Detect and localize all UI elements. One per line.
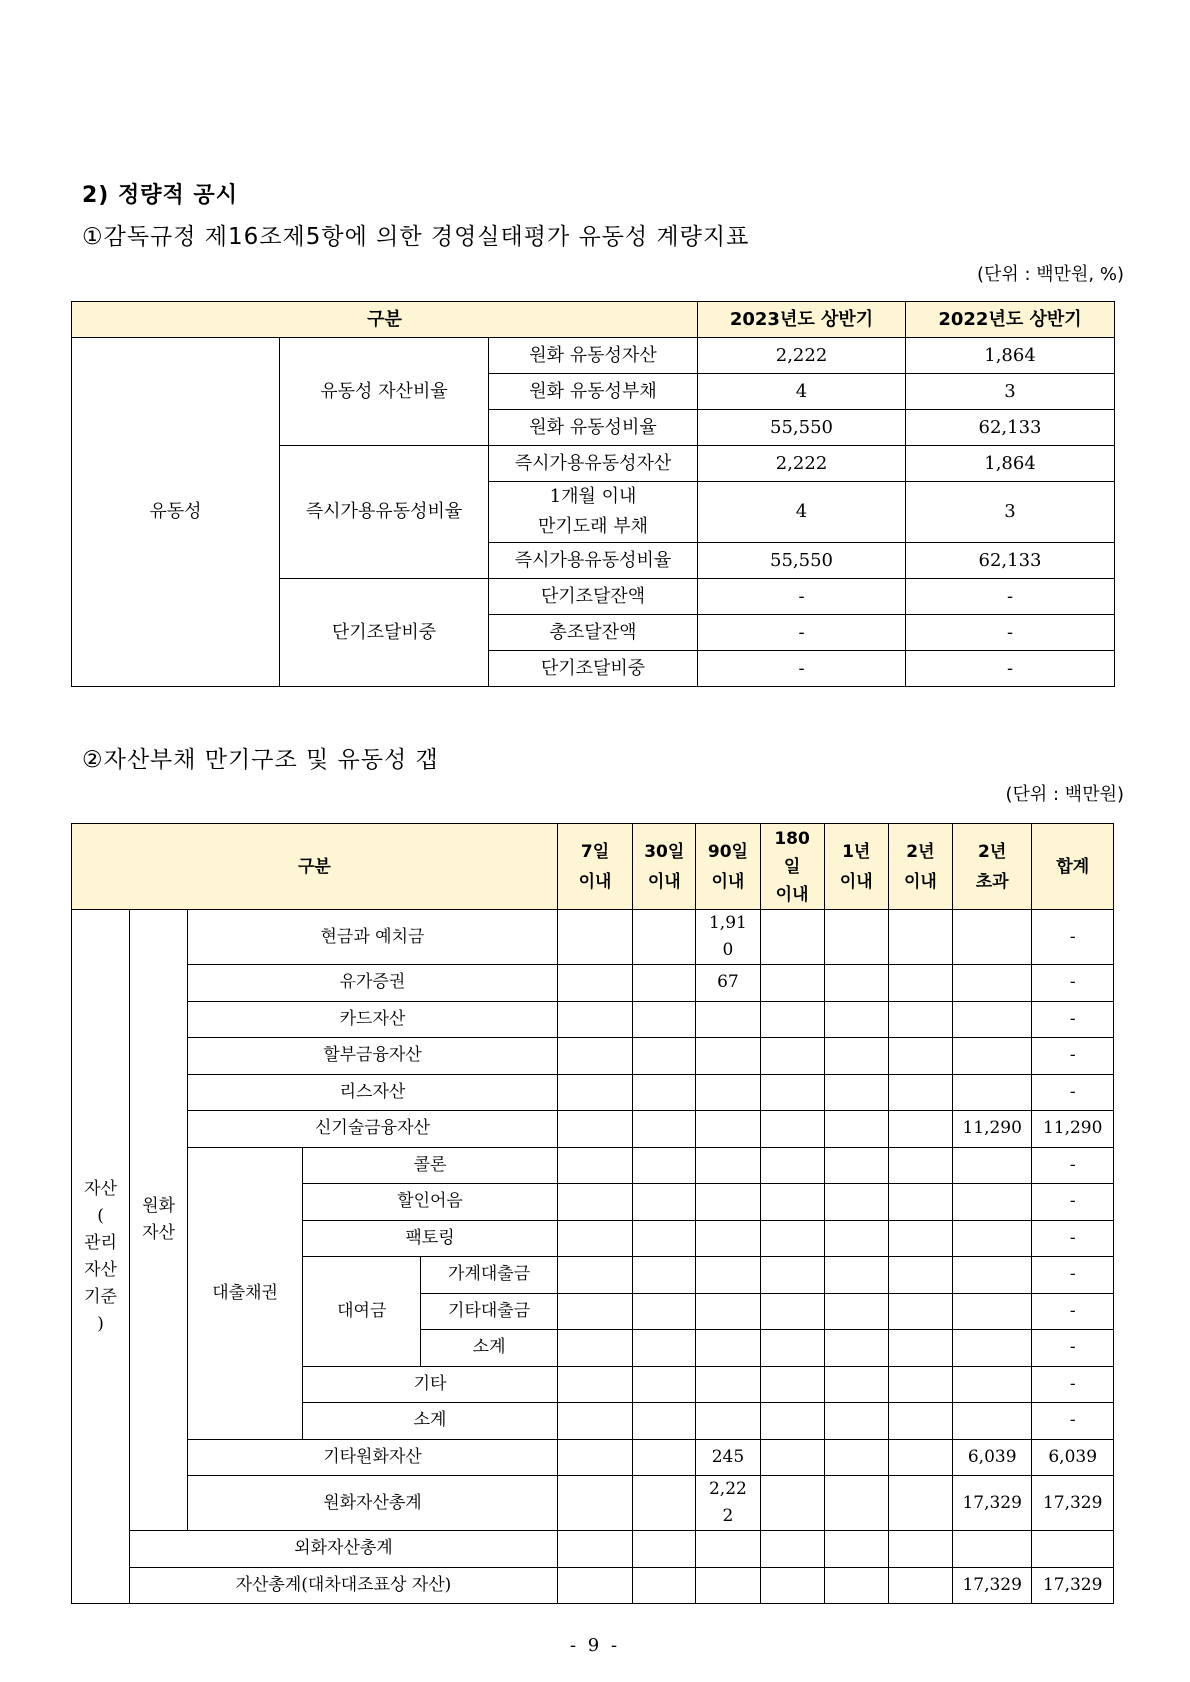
cell-180d [760,1111,824,1148]
group-line: 기준 [84,1286,117,1307]
cell-over2y [952,965,1031,1002]
cell-total: - [1032,1038,1114,1075]
table-row [72,1476,1114,1531]
row-label: 현금과 예치금 [188,910,558,965]
cell-90d [696,1476,760,1531]
cell-2y [888,1184,952,1221]
cell-90d: 245 [696,1439,760,1476]
cell-30d [633,1293,696,1330]
table-row [72,1111,1114,1148]
row-label: 리스자산 [188,1074,558,1111]
cell-90d [696,1531,760,1568]
group-lending: 대여금 [303,1257,421,1367]
cell-total: 17,329 [1032,1567,1114,1604]
liquidity-indicator-table [71,301,1115,687]
value-2023: - [698,579,906,615]
cell-7d [557,1111,632,1148]
header-line: 이내 [903,871,937,892]
cell-30d [633,1476,696,1531]
value-2022: 62,133 [906,410,1115,446]
cell-total: 6,039 [1032,1439,1114,1476]
cell-7d [557,1366,632,1403]
table1-unit: (단위 : 백만원, %) [976,264,1124,285]
cell-over2y [952,1257,1031,1294]
cell-1y [824,1257,888,1294]
header-2y [888,824,952,910]
cell-30d [633,1147,696,1184]
cell-1y [824,1366,888,1403]
cell-7d [557,1293,632,1330]
row-label: 카드자산 [188,1001,558,1038]
cell-1y [824,1147,888,1184]
row-label: 가계대출금 [421,1257,558,1294]
cell-180d [760,1403,824,1440]
header-30d [633,824,696,910]
row-label: 즉시가용유동성자산 [489,446,698,482]
value-2023: 4 [698,374,906,410]
cell-7d [557,1147,632,1184]
maturity-gap-table [71,823,1114,1604]
cell-1y [824,1074,888,1111]
cell-1y [824,1293,888,1330]
cell-total: - [1032,1074,1114,1111]
cell-2y [888,1293,952,1330]
row-label: 할부금융자산 [188,1038,558,1075]
cell-90d [696,1366,760,1403]
header-line: 7일 [580,841,610,862]
cell-2y [888,1330,952,1367]
cell-over2y [952,1074,1031,1111]
cell-7d [557,1330,632,1367]
group-loan-receivables: 대출채권 [188,1147,303,1439]
cell-over2y [952,1184,1031,1221]
table-row [72,1038,1114,1075]
subgroup-line: 자산 [142,1223,175,1243]
cell-2y [888,910,952,965]
cell-2y [888,1111,952,1148]
row-label: 할인어음 [303,1184,558,1221]
cell-1y [824,1330,888,1367]
cell-2y [888,1567,952,1604]
value-2022: 3 [906,374,1115,410]
cell-90d [696,910,760,965]
cell-total [1032,1531,1114,1568]
header-over2y [952,824,1031,910]
value-2023: 55,550 [698,410,906,446]
cell-90d [696,1038,760,1075]
cell-over2y [952,1330,1031,1367]
cell-90d [696,1567,760,1604]
table-row [72,965,1114,1002]
cell-30d [633,910,696,965]
header-line: 90일 [707,841,748,862]
cell-90d [696,1330,760,1367]
cell-total: - [1032,965,1114,1002]
table-row [72,1074,1114,1111]
cell-total: - [1032,1001,1114,1038]
cell-90d [696,1184,760,1221]
cell-30d [633,1567,696,1604]
cell-180d [760,910,824,965]
value-2023: 2,222 [698,446,906,482]
cell-total: - [1032,1257,1114,1294]
row-label: 원화 유동성비율 [489,410,698,446]
cell-7d [557,910,632,965]
group-line: 자산 [84,1178,117,1199]
cell-7d [557,1038,632,1075]
cell-30d [633,1111,696,1148]
cell-2y [888,1038,952,1075]
value-2023: 4 [698,482,906,543]
subgroup-line: 원화 [142,1196,175,1216]
cell-180d [760,1184,824,1221]
cell-over2y: 11,290 [952,1111,1031,1148]
row-label: 기타원화자산 [188,1439,558,1476]
cell-1y [824,1567,888,1604]
cell-2y [888,1531,952,1568]
cell-total: - [1032,1293,1114,1330]
header-line: 30일 [644,841,685,862]
cell-over2y: 17,329 [952,1476,1031,1531]
cell-over2y [952,1038,1031,1075]
table2-title: ②자산부채 만기구조 및 유동성 갭 [82,747,439,773]
value-2023: 2,222 [698,338,906,374]
cell-2y [888,1403,952,1440]
header-line: 일 [783,856,801,877]
cell-90d [696,1293,760,1330]
table-row [72,1147,1114,1184]
cell-7d [557,1184,632,1221]
section-title: 2) 정량적 공시 [82,183,238,208]
header-line: 이내 [775,884,809,905]
cell-2y [888,1439,952,1476]
cell-180d [760,1293,824,1330]
cell-30d [633,1531,696,1568]
cell-30d [633,1184,696,1221]
header-line: 이내 [839,871,873,892]
cell-total: - [1032,1184,1114,1221]
cell-total: - [1032,1147,1114,1184]
cell-1y [824,1439,888,1476]
cell-180d [760,1330,824,1367]
cell-90d [696,1001,760,1038]
cell-2y [888,1147,952,1184]
cell-7d [557,1220,632,1257]
group-assets [72,910,130,1604]
table-row [72,1531,1114,1568]
cell-30d [633,965,696,1002]
row-label: 기타 [303,1366,558,1403]
header-1y [824,824,888,910]
subgroup-short-term-funding: 단기조달비중 [280,579,489,687]
cell-90d [696,1403,760,1440]
value-2022: - [906,579,1115,615]
cell-30d [633,1366,696,1403]
cell-90d [696,1074,760,1111]
page-number: - 9 - [569,1635,621,1656]
value-2022: - [906,651,1115,687]
header-2022h1: 2022년도 상반기 [906,302,1115,338]
cell-over2y [952,1220,1031,1257]
cell-1y [824,1476,888,1531]
header-line: 이내 [578,871,612,892]
row-label: 외화자산총계 [130,1531,558,1568]
cell-180d [760,1074,824,1111]
group-liquidity: 유동성 [72,338,280,687]
value-2022: 1,864 [906,338,1115,374]
cell-7d [557,1531,632,1568]
cell-180d [760,1220,824,1257]
row-label: 총조달잔액 [489,615,698,651]
cell-over2y [952,1403,1031,1440]
cell-2y [888,965,952,1002]
cell-7d [557,1439,632,1476]
cell-180d [760,1038,824,1075]
cell-2y [888,1074,952,1111]
table1-title: ①감독규정 제16조제5항에 의한 경영실태평가 유동성 계량지표 [82,224,750,250]
cell-30d [633,1220,696,1257]
header-90d [696,824,760,910]
cell-over2y [952,1147,1031,1184]
value-2022: 1,864 [906,446,1115,482]
cell-1y [824,1531,888,1568]
value-2023: - [698,651,906,687]
table-row [72,1567,1114,1604]
cell-total: - [1032,1403,1114,1440]
header-2023h1: 2023년도 상반기 [698,302,906,338]
row-label: 단기조달잔액 [489,579,698,615]
cell-over2y [952,910,1031,965]
cell-total: 11,290 [1032,1111,1114,1148]
cell-over2y [952,1531,1031,1568]
cell-line: 0 [722,940,734,960]
cell-7d [557,1476,632,1531]
header-line: 초과 [975,871,1009,892]
row-label: 단기조달비중 [489,651,698,687]
group-line: ( [97,1205,104,1226]
row-label: 원화 유동성자산 [489,338,698,374]
header-7d [557,824,632,910]
cell-7d [557,965,632,1002]
cell-30d [633,1001,696,1038]
row-label: 소계 [421,1330,558,1367]
cell-180d [760,1001,824,1038]
cell-over2y [952,1001,1031,1038]
row-label: 팩토링 [303,1220,558,1257]
value-2022: - [906,615,1115,651]
cell-180d [760,1439,824,1476]
cell-30d [633,1257,696,1294]
header-line: 이내 [711,871,745,892]
cell-7d [557,1567,632,1604]
header-180d [760,824,824,910]
cell-total: 17,329 [1032,1476,1114,1531]
header-line: 2년 [978,841,1007,862]
cell-180d [760,1366,824,1403]
cell-180d [760,1476,824,1531]
cell-180d [760,1147,824,1184]
cell-line: 2 [722,1506,734,1526]
row-label: 원화 유동성부채 [489,374,698,410]
header-line: 1년 [842,841,871,862]
cell-30d [633,1439,696,1476]
cell-7d [557,1001,632,1038]
cell-1y [824,1038,888,1075]
cell-30d [633,1038,696,1075]
subgroup-krw-assets [130,910,188,1531]
table-header-row [72,824,1114,910]
value-2023: 55,550 [698,543,906,579]
table2-unit: (단위 : 백만원) [1005,784,1124,805]
cell-over2y: 17,329 [952,1567,1031,1604]
cell-2y [888,1001,952,1038]
cell-over2y: 6,039 [952,1439,1031,1476]
cell-30d [633,1403,696,1440]
cell-90d [696,1220,760,1257]
row-label: 소계 [303,1403,558,1440]
cell-total: - [1032,1330,1114,1367]
group-line: 관리 [84,1232,117,1253]
cell-180d [760,965,824,1002]
cell-30d [633,1330,696,1367]
cell-1y [824,1403,888,1440]
cell-1y [824,910,888,965]
cell-1y [824,1184,888,1221]
cell-over2y [952,1366,1031,1403]
table-header-row [72,302,1115,338]
table-row [72,910,1114,965]
subgroup-liquid-asset-ratio: 유동성 자산비율 [280,338,489,446]
row-label [489,482,698,543]
table-row [72,338,1115,374]
cell-90d [696,1257,760,1294]
cell-90d [696,1147,760,1184]
header-category: 구분 [72,824,558,910]
value-2023: - [698,615,906,651]
cell-7d [557,1074,632,1111]
row-label: 원화자산총계 [188,1476,558,1531]
row-label: 자산총계(대차대조표상 자산) [130,1567,558,1604]
row-label: 즉시가용유동성비율 [489,543,698,579]
cell-2y [888,1476,952,1531]
cell-total: - [1032,1366,1114,1403]
cell-2y [888,1257,952,1294]
subgroup-immediate-liquidity: 즉시가용유동성비율 [280,446,489,579]
row-label: 신기술금융자산 [188,1111,558,1148]
header-line: 이내 [647,871,681,892]
cell-over2y [952,1293,1031,1330]
cell-total: - [1032,1220,1114,1257]
cell-1y [824,1220,888,1257]
cell-90d: 67 [696,965,760,1002]
cell-total: - [1032,910,1114,965]
cell-7d [557,1257,632,1294]
cell-90d [696,1111,760,1148]
value-2022: 3 [906,482,1115,543]
group-line: 자산 [84,1259,117,1280]
cell-30d [633,1074,696,1111]
cell-2y [888,1366,952,1403]
group-line: ) [97,1313,104,1334]
header-total: 합계 [1032,824,1114,910]
cell-2y [888,1220,952,1257]
cell-1y [824,965,888,1002]
table-row [72,1001,1114,1038]
cell-line: 1,91 [708,913,747,933]
row-label: 기타대출금 [421,1293,558,1330]
cell-line: 2,22 [708,1479,747,1499]
value-2022: 62,133 [906,543,1115,579]
table-row [72,1439,1114,1476]
row-label-line: 만기도래 부채 [537,516,649,537]
cell-1y [824,1001,888,1038]
header-line: 2년 [906,841,935,862]
cell-180d [760,1257,824,1294]
row-label: 유가증권 [188,965,558,1002]
cell-7d [557,1403,632,1440]
cell-180d [760,1531,824,1568]
cell-180d [760,1567,824,1604]
row-label: 콜론 [303,1147,558,1184]
header-line: 180 [774,828,810,849]
cell-1y [824,1111,888,1148]
header-category: 구분 [72,302,698,338]
row-label-line: 1개월 이내 [549,486,637,507]
